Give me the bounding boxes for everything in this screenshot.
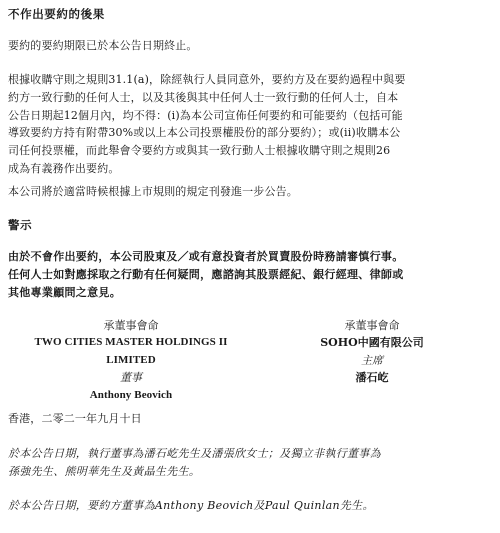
warning-line: 其他專業顧問之意見。 [8, 286, 121, 299]
section-heading-consequences: 不作出要約的後果 [8, 7, 105, 21]
company-name: SOHO中國有限公司 [320, 336, 424, 350]
paragraph-line: 根據收購守則之規則31.1(a)，除經執行人員同意外，要約方及在要約過程中與要 [8, 73, 406, 86]
paragraph-line: 約方一致行動的任何人士，以及其後與其中任何人士一致行動的任何人士，自本 [8, 90, 399, 104]
signatory-name: 潘石屹 [355, 371, 389, 385]
paragraph-line: 公告日期起12個月內，均不得：(i)為本公司宣佈任何要約和可能要約（包括可能 [8, 108, 403, 122]
paragraph-line: 成為有義務作出要約。 [8, 161, 120, 175]
offeror-company-name: TWO CITIES MASTER HOLDINGS II [34, 336, 228, 349]
signature-block-company [252, 317, 492, 387]
warning-paragraph [8, 248, 490, 302]
offeror-company-name-cont: LIMITED [106, 353, 156, 366]
offer-period-paragraph: 要約的要約期限已於本公告日期終止。 [8, 39, 198, 52]
paragraph-line: 司任何投票權，而此舉會令要約方或與其一致行動人士根據收購守則之規則26 [8, 144, 391, 158]
directors-line: 孫強先生、熊明華先生及黃晶生先生。 [8, 465, 201, 478]
paragraph-line: 導致要約方持有附帶30%或以上本公司投票權股份的部分要約）；或(ii)收購本公 [8, 126, 401, 140]
date-line: 香港，二零二一年九月十日 [8, 412, 142, 425]
warning-heading: 警示 [8, 218, 33, 232]
warning-line: 由於不會作出要約，本公司股東及／或有意投資者於買賣股份時務請審慎行事。 [8, 250, 404, 263]
signature-block-offeror [11, 317, 251, 404]
directors-paragraph [8, 445, 490, 481]
signatory-title: 主席 [361, 353, 383, 367]
signatory-name: Anthony Beovich [89, 388, 173, 401]
by-order-label: 承董事會命 [103, 319, 159, 332]
by-order-label: 承董事會命 [344, 319, 400, 332]
signatory-title: 董事 [120, 371, 142, 385]
offeror-directors-line: 於本公告日期，要約方董事為Anthony Beovich及Paul Quinlan先生。 [8, 499, 374, 512]
rule-31-paragraph [8, 71, 490, 178]
further-announcement-paragraph: 本公司將於適當時候根據上市規則的規定刊發進一步公告。 [8, 185, 298, 198]
warning-line: 任何人士如對應採取之行動有任何疑問，應諮詢其股票經紀、銀行經理、律師或 [8, 268, 404, 281]
directors-line: 於本公告日期，執行董事為潘石屹先生及潘張欣女士；及獨立非執行董事為 [8, 447, 381, 460]
